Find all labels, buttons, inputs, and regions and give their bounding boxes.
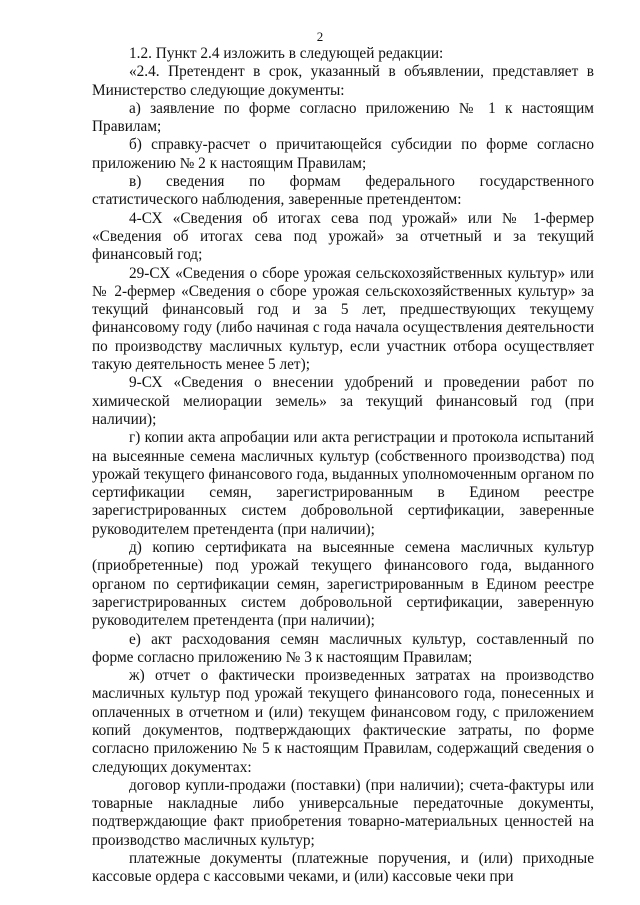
paragraph-item-g: г) копии акта апробации или акта регистрации и протокола испытаний на высеянные семена масличных культур (собственного производства) под урожай текущего финансового года, выданных уполномоченным органом по сертификации семян, зарегистрированным в Едином реестре зарегистрированных систем добровольной сертификации, заверенные руководителем претендента (при наличии); — [92, 429, 594, 538]
paragraph-payment-docs: платежные документы (платежные поручения, и (или) приходные кассовые ордера с кассовыми чеками, и (или) кассовые чеки при — [92, 850, 594, 886]
paragraph-form-4-sx: 4-СХ «Сведения об итогах сева под урожай» или № 1-фермер «Сведения об итогах сева под урожай» за отчетный и за текущий финансовый год; — [92, 209, 594, 264]
paragraph-2-4-heading: «2.4. Претендент в срок, указанный в объявлении, представляет в Министерство следующие документы: — [92, 63, 594, 99]
paragraph-item-a: а) заявление по форме согласно приложению № 1 к настоящим Правилам; — [92, 99, 594, 136]
page-number: 2 — [316, 29, 324, 44]
paragraph-item-zh: ж) отчет о фактически произведенных затратах на производство масличных культур под урожай текущего финансового года, понесенных и оплаченных в отчетном и (или) текущем финансовом году, с приложением копий документов, подтверждающих фактические затраты, по форме согласно приложению № 5 к настоящим Правилам, содержащий сведения о следующих документах: — [92, 667, 594, 776]
paragraph-item-d: д) копию сертификата на высеянные семена масличных культур (приобретенные) под урожай текущего финансового года, выданного органом по сертификации семян, зарегистрированным в Едином реестре зарегистрированных систем добровольной сертификации, заверенную руководителем претендента (при наличии); — [92, 539, 594, 630]
paragraph-form-29-sx: 29-СХ «Сведения о сборе урожая сельскохозяйственных культур» или № 2-фермер «Сведения о сборе урожая сельскохозяйственных культур» за текущий финансовый год и за 5 лет, предшествующих текущему финансовому году (либо начиная с года начала осуществления деятельности по производству масличных культур, если участник отбора осуществляет такую деятельность менее 5 лет); — [92, 264, 594, 374]
paragraph-item-b: б) справку-расчет о причитающейся субсидии по форме согласно приложению № 2 к настоящим Правилам; — [92, 136, 594, 172]
paragraph-contract-docs: договор купли-продажи (поставки) (при наличии); счета-фактуры или товарные накладные либо универсальные передаточные документы, подтверждающие факт приобретения товарно-материальных ценностей на производство масличных культур; — [92, 776, 594, 849]
document-body — [92, 45, 594, 887]
paragraph-item-v: в) сведения по формам федерального государственного статистического наблюдения, заверенные претендентом: — [92, 173, 594, 209]
paragraph-form-9-sx: 9-СХ «Сведения о внесении удобрений и проведении работ по химической мелиорации земель» за текущий финансовый год (при наличии); — [92, 374, 594, 428]
paragraph-item-e: е) акт расходования семян масличных культур, составленный по форме согласно приложению № 3 к настоящим Правилам; — [92, 630, 594, 666]
paragraph-1-2-intro: 1.2. Пункт 2.4 изложить в следующей редакции: — [129, 45, 444, 62]
